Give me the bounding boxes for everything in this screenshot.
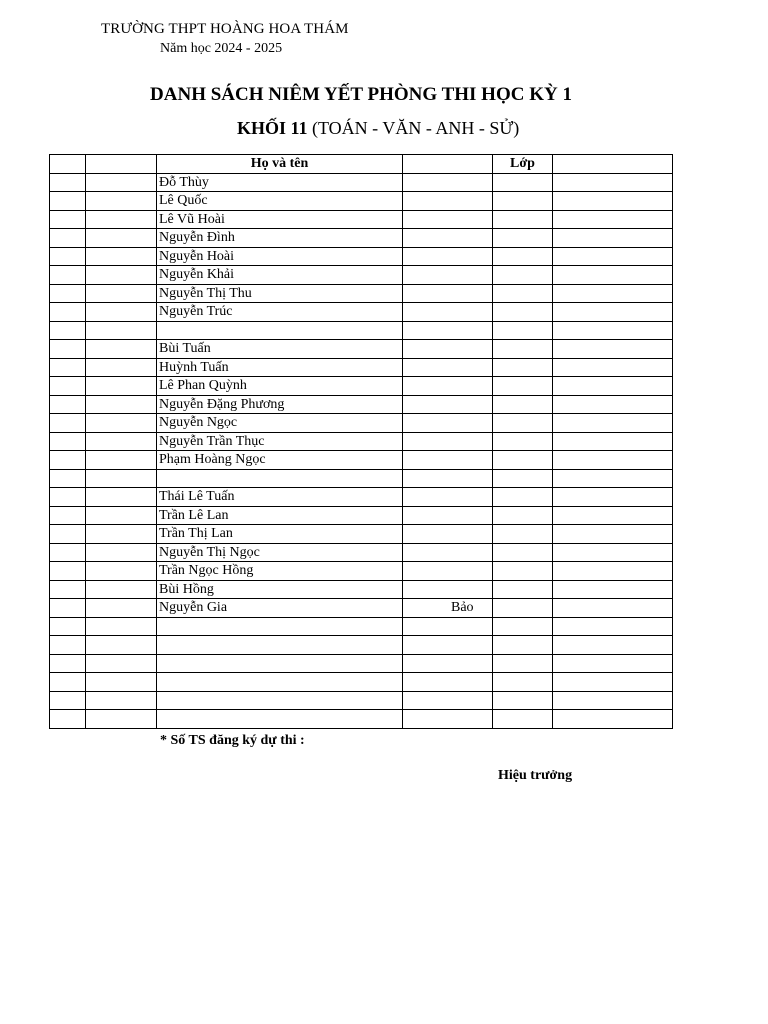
table-cell — [553, 358, 673, 377]
table-cell — [86, 247, 157, 266]
exam-room-table — [49, 154, 673, 729]
table-cell — [493, 284, 553, 303]
table-cell — [50, 691, 86, 710]
table-row — [50, 617, 673, 636]
table-cell — [553, 414, 673, 433]
table-cell — [403, 358, 493, 377]
student-name: Nguyễn Trúc — [159, 304, 233, 320]
table-cell — [403, 562, 493, 581]
table-cell — [86, 266, 157, 285]
student-name: Nguyễn Đình — [159, 230, 235, 246]
table-cell — [86, 377, 157, 396]
header-cell — [403, 155, 493, 174]
student-given-name: Bảo — [451, 600, 474, 616]
table-cell — [50, 229, 86, 248]
student-name-cell — [157, 673, 403, 692]
student-name-cell — [157, 580, 403, 599]
table-cell — [403, 488, 493, 507]
table-cell — [553, 617, 673, 636]
student-name-cell — [157, 395, 403, 414]
student-name-cell — [157, 247, 403, 266]
registered-count-note: * Số TS đăng ký dự thi : — [160, 733, 305, 748]
table-cell — [86, 580, 157, 599]
table-cell — [553, 691, 673, 710]
student-name-cell — [157, 654, 403, 673]
table-row — [50, 210, 673, 229]
table-cell — [50, 303, 86, 322]
table-cell — [86, 617, 157, 636]
table-cell — [553, 321, 673, 340]
student-name-cell — [157, 451, 403, 470]
table-cell — [86, 321, 157, 340]
student-name-cell — [157, 210, 403, 229]
table-cell — [553, 173, 673, 192]
table-cell — [86, 358, 157, 377]
student-name-cell — [157, 525, 403, 544]
table-cell — [86, 488, 157, 507]
table-cell — [553, 229, 673, 248]
table-cell — [493, 562, 553, 581]
student-name-cell — [157, 377, 403, 396]
table-row — [50, 654, 673, 673]
table-cell — [403, 636, 493, 655]
table-cell — [86, 192, 157, 211]
table-cell — [553, 395, 673, 414]
table-cell — [50, 580, 86, 599]
table-cell — [86, 636, 157, 655]
table-cell — [493, 525, 553, 544]
table-cell — [50, 469, 86, 488]
student-name: Lê Quốc — [159, 193, 208, 209]
table-cell — [553, 340, 673, 359]
table-cell — [493, 673, 553, 692]
table-row — [50, 321, 673, 340]
table-cell — [86, 543, 157, 562]
table-cell — [50, 173, 86, 192]
table-cell — [86, 340, 157, 359]
table-row — [50, 247, 673, 266]
student-name-cell — [157, 506, 403, 525]
student-name-cell — [157, 358, 403, 377]
table-row — [50, 340, 673, 359]
table-cell — [493, 303, 553, 322]
school-name: TRƯỜNG THPT HOÀNG HOA THÁM — [101, 21, 349, 37]
table-cell — [403, 506, 493, 525]
table-cell — [86, 284, 157, 303]
table-cell — [553, 710, 673, 729]
table-cell — [493, 229, 553, 248]
table-cell — [493, 617, 553, 636]
table-cell — [86, 451, 157, 470]
table-cell — [50, 543, 86, 562]
table-cell — [493, 654, 553, 673]
table-row — [50, 192, 673, 211]
student-name-cell — [157, 488, 403, 507]
table-row — [50, 377, 673, 396]
document-subtitle — [237, 118, 519, 139]
student-name-cell — [157, 617, 403, 636]
table-cell — [403, 710, 493, 729]
student-name: Nguyễn Gia — [159, 600, 228, 616]
student-name-cell — [157, 340, 403, 359]
table-cell — [403, 617, 493, 636]
table-cell — [403, 192, 493, 211]
table-row — [50, 710, 673, 729]
table-cell — [50, 414, 86, 433]
table-cell — [50, 340, 86, 359]
table-cell — [403, 210, 493, 229]
table-row — [50, 469, 673, 488]
table-cell — [553, 451, 673, 470]
header-name: Họ và tên — [157, 155, 403, 174]
table-cell — [493, 691, 553, 710]
table-cell — [553, 488, 673, 507]
table-row — [50, 673, 673, 692]
table-row — [50, 691, 673, 710]
table-cell — [50, 506, 86, 525]
table-row — [50, 284, 673, 303]
student-name-cell — [157, 636, 403, 655]
table-cell — [86, 469, 157, 488]
table-cell — [553, 654, 673, 673]
student-name: Lê Phan Quỳnh — [159, 378, 247, 394]
student-name-cell — [157, 691, 403, 710]
table-row — [50, 395, 673, 414]
table-cell — [553, 432, 673, 451]
student-name-cell — [157, 192, 403, 211]
table-cell — [403, 673, 493, 692]
table-cell — [403, 414, 493, 433]
table-cell — [493, 451, 553, 470]
student-name-cell — [157, 284, 403, 303]
table-cell — [553, 266, 673, 285]
table-cell — [50, 266, 86, 285]
student-name: Trần Lê Lan — [159, 507, 229, 523]
table-cell — [493, 506, 553, 525]
table-row — [50, 173, 673, 192]
table-cell — [86, 395, 157, 414]
table-cell — [553, 377, 673, 396]
table-header-row — [50, 155, 673, 174]
table-row — [50, 451, 673, 470]
table-cell — [493, 599, 553, 618]
table-cell — [553, 303, 673, 322]
table-cell — [403, 321, 493, 340]
table-cell — [86, 303, 157, 322]
table-cell — [403, 691, 493, 710]
table-cell — [553, 247, 673, 266]
student-name: Bùi Tuấn — [159, 341, 211, 357]
table-cell — [553, 580, 673, 599]
table-cell — [493, 543, 553, 562]
student-name-cell — [157, 266, 403, 285]
table-cell — [50, 432, 86, 451]
table-cell — [86, 562, 157, 581]
table-row — [50, 543, 673, 562]
table-cell — [403, 377, 493, 396]
table-cell — [493, 469, 553, 488]
table-cell — [50, 488, 86, 507]
table-cell — [493, 358, 553, 377]
table-cell — [50, 284, 86, 303]
table-cell — [493, 636, 553, 655]
table-cell — [493, 488, 553, 507]
table-row — [50, 599, 673, 618]
student-name: Nguyễn Khải — [159, 267, 235, 283]
table-row — [50, 266, 673, 285]
table-row — [50, 414, 673, 433]
table-cell — [553, 210, 673, 229]
table-cell — [403, 247, 493, 266]
student-name: Phạm Hoàng Ngọc — [159, 452, 266, 468]
subjects-label: (TOÁN - VĂN - ANH - SỬ) — [307, 118, 520, 138]
student-name: Nguyễn Ngọc — [159, 415, 238, 431]
table-cell — [86, 414, 157, 433]
table-cell — [50, 673, 86, 692]
table-cell — [403, 173, 493, 192]
student-name: Bùi Hồng — [159, 581, 214, 597]
table-cell — [403, 654, 493, 673]
table-cell — [403, 599, 493, 618]
table-cell — [86, 173, 157, 192]
table-row — [50, 636, 673, 655]
table-cell — [86, 673, 157, 692]
table-cell — [493, 432, 553, 451]
table-cell — [493, 321, 553, 340]
table-cell — [493, 192, 553, 211]
table-row — [50, 506, 673, 525]
table-cell — [86, 432, 157, 451]
student-name: Nguyễn Thị Ngọc — [159, 544, 260, 560]
table-cell — [493, 173, 553, 192]
student-name-cell — [157, 543, 403, 562]
table-cell — [86, 710, 157, 729]
table-cell — [86, 506, 157, 525]
table-cell — [493, 266, 553, 285]
student-name: Lê Vũ Hoài — [159, 211, 225, 227]
student-name: Trần Thị Lan — [159, 526, 233, 542]
student-name: Nguyễn Đặng Phương — [159, 396, 285, 412]
table-cell — [403, 543, 493, 562]
table-cell — [553, 562, 673, 581]
table-cell — [50, 358, 86, 377]
student-name-cell — [157, 414, 403, 433]
table-cell — [553, 284, 673, 303]
table-cell — [50, 654, 86, 673]
student-name: Huỳnh Tuấn — [159, 359, 229, 375]
table-row — [50, 525, 673, 544]
table-cell — [403, 469, 493, 488]
student-name: Nguyễn Thị Thu — [159, 285, 252, 301]
table-cell — [493, 210, 553, 229]
table-cell — [50, 562, 86, 581]
student-name-cell — [157, 303, 403, 322]
student-name: Thái Lê Tuấn — [159, 489, 235, 505]
table-cell — [50, 247, 86, 266]
table-cell — [86, 599, 157, 618]
table-cell — [86, 525, 157, 544]
table-cell — [403, 451, 493, 470]
table-cell — [403, 340, 493, 359]
table-cell — [50, 710, 86, 729]
grade-label: KHỐI 11 — [237, 118, 308, 138]
table-cell — [50, 377, 86, 396]
table-cell — [86, 654, 157, 673]
student-name-cell — [157, 562, 403, 581]
table-cell — [493, 247, 553, 266]
table-cell — [50, 451, 86, 470]
table-cell — [553, 673, 673, 692]
student-name: Nguyễn Trần Thục — [159, 433, 265, 449]
table-cell — [553, 469, 673, 488]
table-body — [50, 173, 673, 728]
table-cell — [403, 432, 493, 451]
table-cell — [553, 506, 673, 525]
student-name: Nguyễn Hoài — [159, 248, 235, 264]
table-cell — [403, 580, 493, 599]
table-cell — [493, 340, 553, 359]
table-row — [50, 432, 673, 451]
table-cell — [403, 303, 493, 322]
table-cell — [553, 636, 673, 655]
student-name-cell — [157, 173, 403, 192]
table-cell — [493, 377, 553, 396]
table-cell — [50, 636, 86, 655]
table-cell — [553, 599, 673, 618]
table-cell — [50, 192, 86, 211]
table-cell — [403, 266, 493, 285]
table-cell — [50, 321, 86, 340]
table-cell — [50, 210, 86, 229]
table-cell — [86, 210, 157, 229]
document-title: DANH SÁCH NIÊM YẾT PHÒNG THI HỌC KỲ 1 — [150, 84, 572, 105]
header-cell — [86, 155, 157, 174]
student-name-cell — [157, 599, 474, 618]
header-cell — [553, 155, 673, 174]
table-cell — [50, 599, 86, 618]
table-cell — [403, 284, 493, 303]
table-row — [50, 580, 673, 599]
table-cell — [493, 710, 553, 729]
table-cell — [86, 229, 157, 248]
table-cell — [403, 395, 493, 414]
table-row — [50, 562, 673, 581]
student-name-cell — [157, 469, 403, 488]
header-class: Lớp — [493, 155, 553, 174]
table-cell — [403, 525, 493, 544]
table-row — [50, 358, 673, 377]
table-row — [50, 229, 673, 248]
student-name: Đỗ Thùy — [159, 174, 209, 190]
table-cell — [50, 395, 86, 414]
table-cell — [403, 229, 493, 248]
table-cell — [86, 691, 157, 710]
table-cell — [50, 525, 86, 544]
student-name-cell — [157, 229, 403, 248]
table-cell — [493, 580, 553, 599]
principal-label: Hiệu trưởng — [498, 768, 573, 783]
table-cell — [553, 525, 673, 544]
student-name-cell — [157, 710, 403, 729]
table-cell — [493, 414, 553, 433]
student-name-cell — [157, 321, 403, 340]
table-cell — [553, 543, 673, 562]
table-row — [50, 303, 673, 322]
table-cell — [493, 395, 553, 414]
header-cell — [50, 155, 86, 174]
student-name-cell — [157, 432, 403, 451]
table-cell — [50, 617, 86, 636]
school-year: Năm học 2024 - 2025 — [160, 41, 283, 56]
student-name: Trần Ngọc Hồng — [159, 563, 254, 579]
table-cell — [553, 192, 673, 211]
table-row — [50, 488, 673, 507]
